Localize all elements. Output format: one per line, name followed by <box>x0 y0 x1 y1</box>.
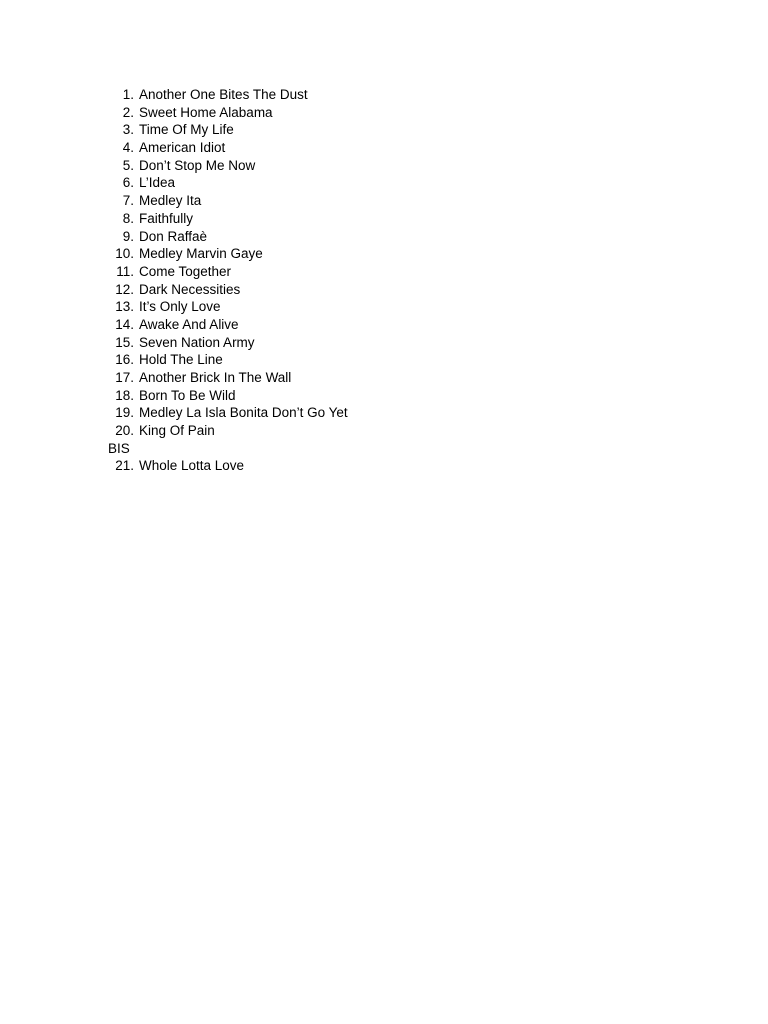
item-number: 3. <box>122 122 134 138</box>
list-item <box>108 228 528 246</box>
list-item <box>108 457 528 475</box>
item-number: 8. <box>122 210 134 226</box>
song-title: L’Idea <box>139 175 176 191</box>
item-number: 11. <box>116 263 134 279</box>
item-number: 13. <box>115 299 134 315</box>
list-item <box>108 86 528 104</box>
song-title: Medley Ita <box>139 193 202 209</box>
list-item <box>108 192 528 210</box>
song-title: Don Raffaè <box>139 228 208 244</box>
list-item <box>108 263 528 281</box>
song-title: It’s Only Love <box>139 299 221 315</box>
song-title: Dark Necessities <box>139 281 241 297</box>
item-number: 6. <box>122 175 134 191</box>
list-item <box>108 139 528 157</box>
item-number: 1. <box>122 87 134 102</box>
item-number: 15. <box>115 334 134 350</box>
item-number: 21. <box>115 458 134 474</box>
list-item <box>108 334 528 352</box>
list-item <box>108 316 528 334</box>
item-number: 19. <box>115 405 134 421</box>
list-item <box>108 174 528 192</box>
song-title: Medley La Isla Bonita Don’t Go Yet <box>139 405 348 421</box>
song-title: Faithfully <box>139 210 194 226</box>
item-number: 17. <box>115 370 134 385</box>
item-number: 14. <box>115 316 134 332</box>
song-title: King Of Pain <box>139 423 215 439</box>
list-item <box>108 369 528 387</box>
list-item <box>108 245 528 263</box>
song-title: Time Of My Life <box>139 122 234 138</box>
list-item <box>108 281 528 299</box>
song-title: Awake And Alive <box>139 316 239 332</box>
song-title: Another One Bites The Dust <box>139 87 308 102</box>
encore-label: BIS <box>108 440 130 456</box>
item-number: 2. <box>122 104 134 120</box>
song-title: Whole Lotta Love <box>139 458 245 474</box>
list-item <box>108 387 528 405</box>
item-number: 9. <box>122 228 134 244</box>
item-number: 18. <box>115 387 134 403</box>
item-number: 20. <box>115 423 134 439</box>
item-number: 12. <box>115 281 134 297</box>
list-item <box>108 298 528 316</box>
list-item <box>108 121 528 139</box>
song-title: Don’t Stop Me Now <box>139 157 256 173</box>
song-title: Sweet Home Alabama <box>139 104 273 120</box>
song-title: Come Together <box>139 263 232 279</box>
item-number: 16. <box>115 352 134 368</box>
song-title: American Idiot <box>139 140 226 156</box>
item-number: 10. <box>115 246 134 262</box>
list-item <box>108 210 528 228</box>
item-number: 7. <box>122 193 134 209</box>
song-title: Born To Be Wild <box>139 387 236 403</box>
list-item <box>108 104 528 122</box>
list-item <box>108 351 528 369</box>
list-item <box>108 404 528 422</box>
setlist <box>108 86 528 475</box>
list-item <box>108 157 528 175</box>
song-title: Seven Nation Army <box>139 334 255 350</box>
list-item <box>108 422 528 440</box>
item-number: 4. <box>122 140 134 156</box>
item-number: 5. <box>122 157 134 173</box>
song-title: Medley Marvin Gaye <box>139 246 263 262</box>
song-title: Hold The Line <box>139 352 223 368</box>
song-title: Another Brick In The Wall <box>139 370 292 385</box>
